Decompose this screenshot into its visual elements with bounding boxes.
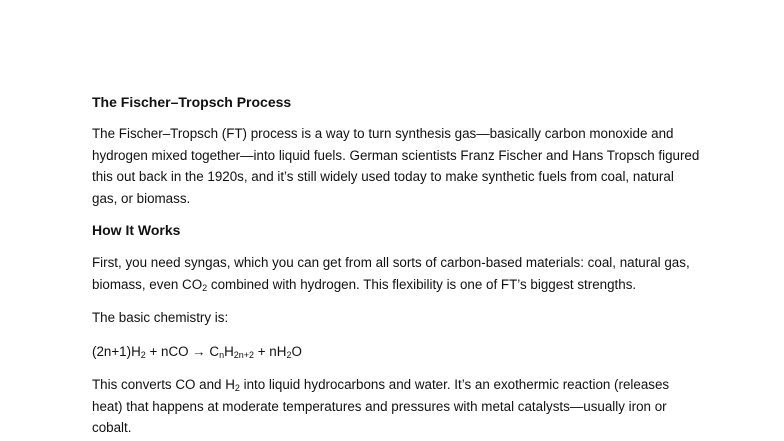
reaction-text-start: This converts CO and H: [92, 377, 235, 392]
equation-part-3: H: [224, 343, 234, 359]
equation-part-1: (2n+1)H: [92, 343, 141, 359]
document-title: The Fischer–Tropsch Process: [92, 94, 292, 110]
intro-paragraph: The Fischer–Tropsch (FT) process is a way to turn synthesis gas—basically carbon monoxide and hydrogen mixed together—into liquid fuels. German scientists Franz Fischer and Hans Tropsch figured this out back in the 1920s, and it’s still widely used today to make synthetic fuels from coal, natural gas, or biomass.: [92, 126, 700, 206]
equation-part-4: + nH: [254, 343, 287, 359]
document-body: [92, 92, 702, 439]
syngas-subscript: 2: [202, 282, 208, 293]
equation-sub-4: 2: [286, 349, 292, 360]
syngas-text-end: combined with hydrogen. This flexibility is one of FT’s biggest strengths.: [207, 276, 637, 292]
equation-sub-1: 2: [140, 349, 146, 360]
equation-sub-3: 2n+2: [233, 349, 255, 360]
reaction-paragraph: [92, 374, 702, 439]
chemical-equation: [92, 341, 702, 363]
syngas-paragraph: [92, 252, 702, 295]
equation-part-2: + nCO → C: [145, 343, 220, 359]
reaction-text-end: into liquid hydrocarbons and water. It’s an exothermic reaction (releases heat) that happens at moderate temperatures and pressures with metal catalysts—usually iron or cobalt.: [92, 377, 670, 435]
equation-part-5: O: [291, 343, 302, 359]
equation-sub-2: n: [219, 349, 225, 360]
section-heading: How It Works: [92, 222, 181, 238]
reaction-subscript: 2: [234, 383, 240, 393]
syngas-text-start: First, you need syngas, which you can get from all sorts of carbon-based materials: coal, natural gas, biomass, even CO: [92, 255, 690, 292]
chemistry-intro: The basic chemistry is:: [92, 310, 229, 325]
